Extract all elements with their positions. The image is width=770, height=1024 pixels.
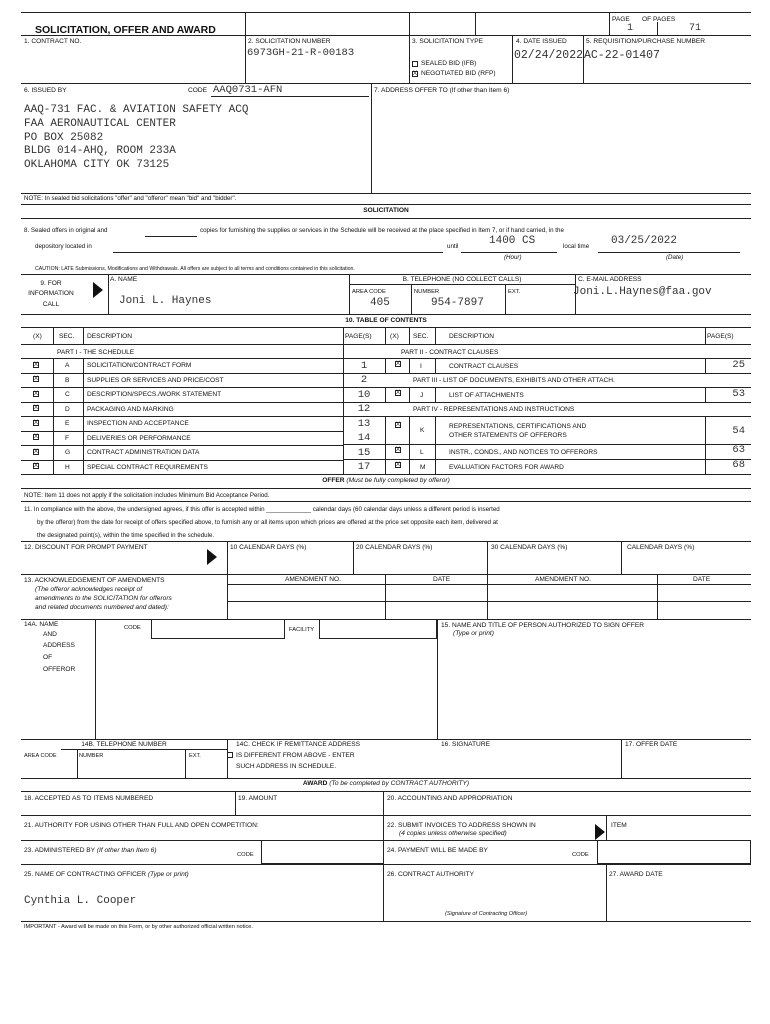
payment-code-field[interactable]	[597, 840, 751, 864]
accounting-label: 20. ACCOUNTING AND APPROPRIATION	[387, 795, 513, 802]
toc-sec-h: H	[65, 463, 70, 471]
offer-date-label: 17. OFFER DATE	[625, 741, 678, 748]
toc-sec-k: K	[420, 427, 425, 434]
item11-line1: 11. In compliance with the above, the undersigned agrees, if this offer is accepted within _____________ calendar days (60 calendar days unless a different period is inserted	[24, 506, 500, 513]
toc-row-line	[21, 460, 343, 461]
toc-col-line	[83, 460, 84, 475]
caution-text: CAUTION: LATE Submissions, Modifications and Withdrawals. All offers are subject to all terms and conditions contained in this solicitation.	[35, 266, 355, 272]
contact-name: Joni L. Haynes	[119, 295, 212, 307]
local-time-label: local time	[563, 243, 590, 250]
toc-pages-j: 53	[732, 388, 745, 400]
award-heading-line	[21, 780, 751, 787]
telephone-14b-label: 14B. TELEPHONE NUMBER	[81, 741, 167, 748]
receipt-date: 03/25/2022	[611, 235, 678, 247]
toc-col-x-left: (X)	[33, 333, 42, 340]
toc-desc-a: SOLICITATION/CONTRACT FORM	[87, 362, 192, 369]
invoice-label: 22. SUBMIT INVOICES TO ADDRESS SHOWN IN	[387, 822, 536, 829]
toc-row-line	[21, 373, 343, 374]
date-issued: 02/24/2022	[514, 49, 584, 62]
toc-col-line	[83, 445, 84, 460]
toc-sec-i: I	[420, 363, 422, 370]
toc-col-line	[53, 358, 54, 373]
amendment-no-label-1: AMENDMENT NO.	[285, 576, 341, 583]
sealed-bid-label: SEALED BID (IFB)	[421, 60, 477, 67]
toc-col-desc-right: DESCRIPTION	[449, 333, 495, 340]
signature-caption: (Signature of Contracting Officer)	[445, 911, 528, 917]
item8-line1-b: copies for furnishing the supplies or services in the Schedule will be received at the place specified in Item 7, or if hand carried, in the	[200, 227, 564, 234]
toc-col-desc-left: DESCRIPTION	[87, 333, 133, 340]
facility-field[interactable]	[319, 619, 437, 639]
toc-checkbox-m[interactable]: X	[396, 462, 401, 468]
toc-col-line	[53, 402, 54, 417]
toc-checkbox-d[interactable]: X	[34, 405, 39, 411]
contact-number: 954-7897	[431, 297, 484, 309]
issued-by-line-5: OKLAHOMA CITY OK 73125	[24, 159, 170, 171]
item9-arrow-icon	[93, 282, 103, 298]
contact-name-label: A. NAME	[110, 276, 138, 283]
toc-desc-j: LIST OF ATTACHMENTS	[449, 392, 524, 399]
signer-name-label: 15. NAME AND TITLE OF PERSON AUTHORIZED TO SIGN OFFER	[441, 622, 644, 629]
toc-checkbox-b[interactable]: X	[34, 376, 39, 382]
solicitation-number-label: 2. SOLICITATION NUMBER	[248, 38, 331, 45]
officer-label: 25. NAME OF CONTRACTING OFFICER	[24, 871, 146, 878]
offer-heading-note: (Must be fully completed by offeror)	[346, 477, 450, 484]
discount-cal-label: CALENDAR DAYS (%)	[627, 544, 695, 551]
administered-code-label: CODE	[237, 852, 254, 858]
hour-caption: (Hour)	[504, 254, 522, 261]
toc-sec-c: C	[65, 391, 70, 398]
amendment-date-label-1: DATE	[433, 576, 451, 583]
until-label: until	[447, 243, 459, 250]
email-label: C. E-MAIL ADDRESS	[578, 276, 642, 283]
offeror-label-5: OFFEROR	[43, 666, 76, 673]
ack-line-2: (The offeror acknowledges receipt of	[35, 586, 143, 593]
toc-col-line	[53, 387, 54, 402]
toc-pages-d: 12	[357, 403, 371, 415]
administered-by-label: 23. ADMINISTERED BY	[24, 847, 95, 854]
toc-col-sec-left: SEC.	[59, 333, 75, 340]
toc-row-line	[21, 402, 343, 403]
toc-part2: PART II - CONTRACT CLAUSES	[401, 349, 499, 356]
toc-part4: PART IV - REPRESENTATIONS AND INSTRUCTIONS	[413, 406, 575, 413]
toc-desc-g: CONTRACT ADMINISTRATION DATA	[87, 449, 200, 456]
toc-col-line	[53, 416, 54, 431]
offeror-code-field[interactable]	[151, 619, 285, 639]
toc-desc-k-1: REPRESENTATIONS, CERTIFICATIONS AND	[449, 423, 587, 430]
payment-code-label: CODE	[572, 852, 589, 858]
invoice-note: (4 copies unless otherwise specified)	[399, 830, 507, 837]
discount-30-label: 30 CALENDAR DAYS (%)	[491, 544, 568, 551]
toc-desc-h: SPECIAL CONTRACT REQUIREMENTS	[87, 463, 208, 471]
signature-label: 16. SIGNATURE	[441, 741, 490, 748]
negotiated-checkbox[interactable]: X	[413, 71, 418, 77]
officer-note: (Type or print)	[147, 871, 189, 878]
issued-by-line-3: PO BOX 25082	[24, 132, 104, 144]
toc-checkbox-i[interactable]: X	[396, 361, 401, 367]
remittance-label-2: IS DIFFERENT FROM ABOVE - ENTER	[236, 752, 355, 759]
offer-heading: OFFER	[322, 477, 345, 484]
telephone-label: B. TELEPHONE (NO COLLECT CALLS)	[402, 276, 522, 283]
toc-sec-j: J	[420, 392, 424, 399]
toc-pages-c: 10	[357, 388, 371, 401]
toc-checkbox-c[interactable]: X	[34, 390, 39, 397]
toc-col-pages-left: PAGE(S)	[345, 333, 372, 340]
toc-desc-l: INSTR., CONDS., AND NOTICES TO OFFERORS	[449, 449, 598, 456]
toc-checkbox-g[interactable]: X	[34, 448, 39, 455]
offeror-code-label: CODE	[124, 625, 141, 631]
telephone-14b-number: NUMBER	[79, 753, 104, 759]
telephone-14b-area-code: AREA CODE	[24, 753, 57, 759]
toc-desc-k-2: OTHER STATEMENTS OF OFFERORS	[449, 432, 567, 439]
page-number: 1	[627, 23, 634, 34]
telephone-14b-ext: EXT.	[189, 753, 201, 759]
toc-pages-g: 15	[357, 446, 371, 459]
award-heading-note: (To be completed by CONTRACT AUTHORITY)	[329, 780, 470, 787]
toc-col-line	[53, 460, 54, 475]
toc-col-line	[53, 445, 54, 460]
remittance-label-1: 14C. CHECK IF REMITTANCE ADDRESS	[236, 741, 361, 748]
discount-arrow-icon	[207, 549, 217, 565]
item8-line2-a: depository located in	[35, 243, 92, 250]
sealed-bid-checkbox[interactable]	[412, 61, 418, 67]
toc-desc-f: DELIVERIES OR PERFORMANCE	[87, 434, 191, 442]
remittance-label-3: SUCH ADDRESS IN SCHEDULE.	[236, 763, 337, 770]
toc-desc-m: EVALUATION FACTORS FOR AWARD	[449, 464, 564, 471]
solicitation-heading: SOLICITATION	[363, 207, 409, 214]
item9-label-3: CALL	[42, 301, 60, 308]
contact-email: Joni.L.Haynes@faa.gov	[573, 286, 712, 298]
contact-area-code: 405	[370, 297, 390, 309]
toc-sec-d: D	[65, 405, 70, 413]
amendment-no-label-2: AMENDMENT NO.	[535, 576, 591, 583]
date-caption: (Date)	[666, 254, 684, 261]
toc-checkbox-l[interactable]: X	[396, 447, 401, 453]
officer-name: Cynthia L. Cooper	[24, 895, 137, 907]
discount-10-label: 10 CALENDAR DAYS (%)	[230, 544, 307, 551]
toc-col-pages-right: PAGE(S)	[707, 333, 734, 340]
administered-by-line	[24, 847, 157, 854]
invoice-item-label: ITEM	[611, 822, 627, 829]
invoice-arrow-icon	[595, 824, 605, 840]
remittance-checkbox[interactable]	[227, 752, 233, 758]
toc-desc-d: PACKAGING AND MARKING	[87, 405, 174, 413]
toc-pages-f: 14	[357, 432, 371, 444]
toc-checkbox-f[interactable]: X	[34, 434, 39, 440]
toc-sec-g: G	[65, 449, 71, 456]
offeror-label-1: 14A. NAME	[24, 621, 59, 628]
issued-by-label: 6. ISSUED BY	[24, 87, 67, 94]
discount-label: 12. DISCOUNT FOR PROMPT PAYMENT	[24, 544, 148, 551]
toc-pages-k: 54	[732, 425, 745, 437]
toc-col-line	[83, 373, 84, 388]
area-code-label: AREA CODE	[352, 289, 386, 295]
solicitation-form	[21, 12, 751, 932]
toc-col-line	[83, 431, 84, 446]
payment-label: 24. PAYMENT WILL BE MADE BY	[387, 847, 488, 854]
issued-by-line-2: FAA AERONAUTICAL CENTER	[24, 118, 176, 130]
toc-col-line	[83, 358, 84, 373]
toc-col-line	[83, 416, 84, 431]
administered-code-field[interactable]	[261, 840, 384, 864]
issued-by-line-4: BLDG 014-AHQ, ROOM 233A	[24, 145, 176, 157]
requisition-number: AC-22-01407	[584, 49, 660, 62]
toc-col-line	[53, 373, 54, 388]
ack-line-4: and related documents numbered and dated):	[35, 604, 169, 611]
ack-line-1: 13. ACKNOWLEDGEMENT OF AMENDMENTS	[24, 577, 165, 584]
offeror-label-4: OF	[43, 654, 53, 661]
toc-part3: PART III - LIST OF DOCUMENTS, EXHIBITS AND OTHER ATTACH.	[413, 377, 615, 384]
page-label: PAGE	[612, 16, 630, 23]
toc-pages-i: 25	[732, 359, 745, 371]
contract-no-label: 1. CONTRACT NO.	[24, 38, 82, 45]
toc-row-line	[21, 416, 343, 417]
toc-desc-b: SUPPLIES OR SERVICES AND PRICE/COST	[87, 376, 224, 384]
amount-label: 19. AMOUNT	[238, 795, 278, 802]
toc-checkbox-k[interactable]: X	[396, 422, 401, 428]
number-label: NUMBER	[414, 289, 440, 295]
item11-line3: the designated point(s), within the time specified in the schedule.	[37, 532, 215, 539]
toc-desc-c: DESCRIPTION/SPECS./WORK STATEMENT	[87, 391, 222, 398]
signer-name-note: (Type or print)	[453, 630, 494, 637]
facility-label: FACILITY	[289, 627, 315, 633]
address-offer-label: 7. ADDRESS OFFER TO (If other than Item 6)	[374, 87, 510, 94]
toc-pages-l: 63	[732, 444, 745, 456]
toc-col-sec-right: SEC.	[413, 333, 429, 340]
solicitation-number: 6973GH-21-R-00183	[247, 47, 355, 59]
toc-pages-m: 68	[732, 459, 745, 471]
solicitation-type-label: 3. SOLICITATION TYPE	[412, 38, 484, 45]
contract-authority-label: 26. CONTRACT AUTHORITY	[387, 871, 475, 878]
offeror-label-2: AND	[43, 631, 57, 638]
toc-sec-l: L	[420, 449, 424, 456]
accepted-items-label: 18. ACCEPTED AS TO ITEMS NUMBERED	[24, 795, 154, 802]
toc-checkbox-e[interactable]: X	[34, 419, 39, 426]
award-heading: AWARD	[302, 780, 328, 787]
toc-row-line	[21, 431, 343, 432]
authority-label: 21. AUTHORITY FOR USING OTHER THAN FULL AND OPEN COMPETITION:	[24, 822, 259, 829]
item8-line1-a: 8. Sealed offers in original and	[24, 227, 108, 234]
note-bid: NOTE: In sealed bid solicitations "offer" and "offeror" mean "bid" and "bidder".	[24, 195, 237, 202]
toc-sec-e: E	[65, 420, 70, 427]
toc-part1: PART I - THE SCHEDULE	[57, 349, 135, 356]
toc-pages-a: 1	[360, 359, 368, 372]
administered-by-note: (If other than Item 6)	[96, 847, 157, 854]
item9-label-1: 9. FOR	[40, 280, 62, 287]
toc-col-line	[53, 431, 54, 446]
toc-col-line	[83, 402, 84, 417]
date-issued-label: 4. DATE ISSUED	[516, 38, 567, 45]
officer-label-line	[24, 871, 189, 878]
toc-row-line	[21, 387, 343, 388]
ext-label: EXT.	[508, 289, 521, 295]
note-item11: NOTE: Item 11 does not apply if the solicitation includes Minimum Bid Acceptance Period.	[24, 492, 270, 499]
form-title: SOLICITATION, OFFER AND AWARD	[35, 24, 216, 36]
toc-sec-a: A	[65, 362, 70, 369]
of-pages-label: OF PAGES	[642, 16, 676, 23]
toc-row-line	[21, 358, 343, 359]
item11-line2: by the offeror) from the date for receipt of offers specified above, to furnish any or all items upon which prices are offered at the price set opposite each item, delivered at	[37, 519, 498, 526]
toc-desc-e: INSPECTION AND ACCEPTANCE	[87, 420, 189, 427]
toc-checkbox-a[interactable]: X	[34, 361, 39, 368]
issued-by-line-1: AAQ-731 FAC. & AVIATION SAFETY ACQ	[24, 104, 249, 116]
of-pages-number: 71	[689, 23, 702, 34]
issued-by-code: AAQ0731-AFN	[213, 84, 283, 96]
toc-pages-b: 2	[360, 374, 368, 386]
ack-line-3: amendments to the SOLICITATION for offerors	[35, 595, 172, 602]
offer-heading-line	[21, 477, 751, 484]
toc-col-line	[83, 387, 84, 402]
discount-20-label: 20 CALENDAR DAYS (%)	[356, 544, 433, 551]
amendment-date-label-2: DATE	[693, 576, 711, 583]
toc-pages-e: 13	[357, 417, 371, 430]
toc-col-x-right: (X)	[390, 333, 399, 340]
toc-checkbox-j[interactable]: X	[396, 390, 401, 396]
receipt-hour: 1400 CS	[489, 235, 536, 247]
offeror-label-3: ADDRESS	[43, 642, 75, 649]
toc-row-line	[21, 445, 343, 446]
award-date-label: 27. AWARD DATE	[609, 871, 663, 878]
toc-checkbox-h[interactable]: X	[34, 463, 39, 469]
toc-heading: 10. TABLE OF CONTENTS	[345, 317, 427, 324]
issued-by-code-label: CODE	[188, 87, 208, 94]
toc-desc-i: CONTRACT CLAUSES	[449, 363, 519, 370]
toc-sec-b: B	[65, 376, 70, 384]
item9-label-2: INFORMATION	[28, 290, 74, 297]
toc-sec-m: M	[420, 464, 426, 471]
toc-pages-h: 17	[357, 461, 371, 473]
negotiated-label: NEGOTIATED BID (RFP)	[421, 70, 496, 77]
toc-sec-f: F	[65, 434, 70, 442]
requisition-label: 5. REQUISITION/PURCHASE NUMBER	[586, 38, 706, 45]
important-note: IMPORTANT - Award will be made on this Form, or by other authorized official written notice.	[24, 924, 253, 930]
